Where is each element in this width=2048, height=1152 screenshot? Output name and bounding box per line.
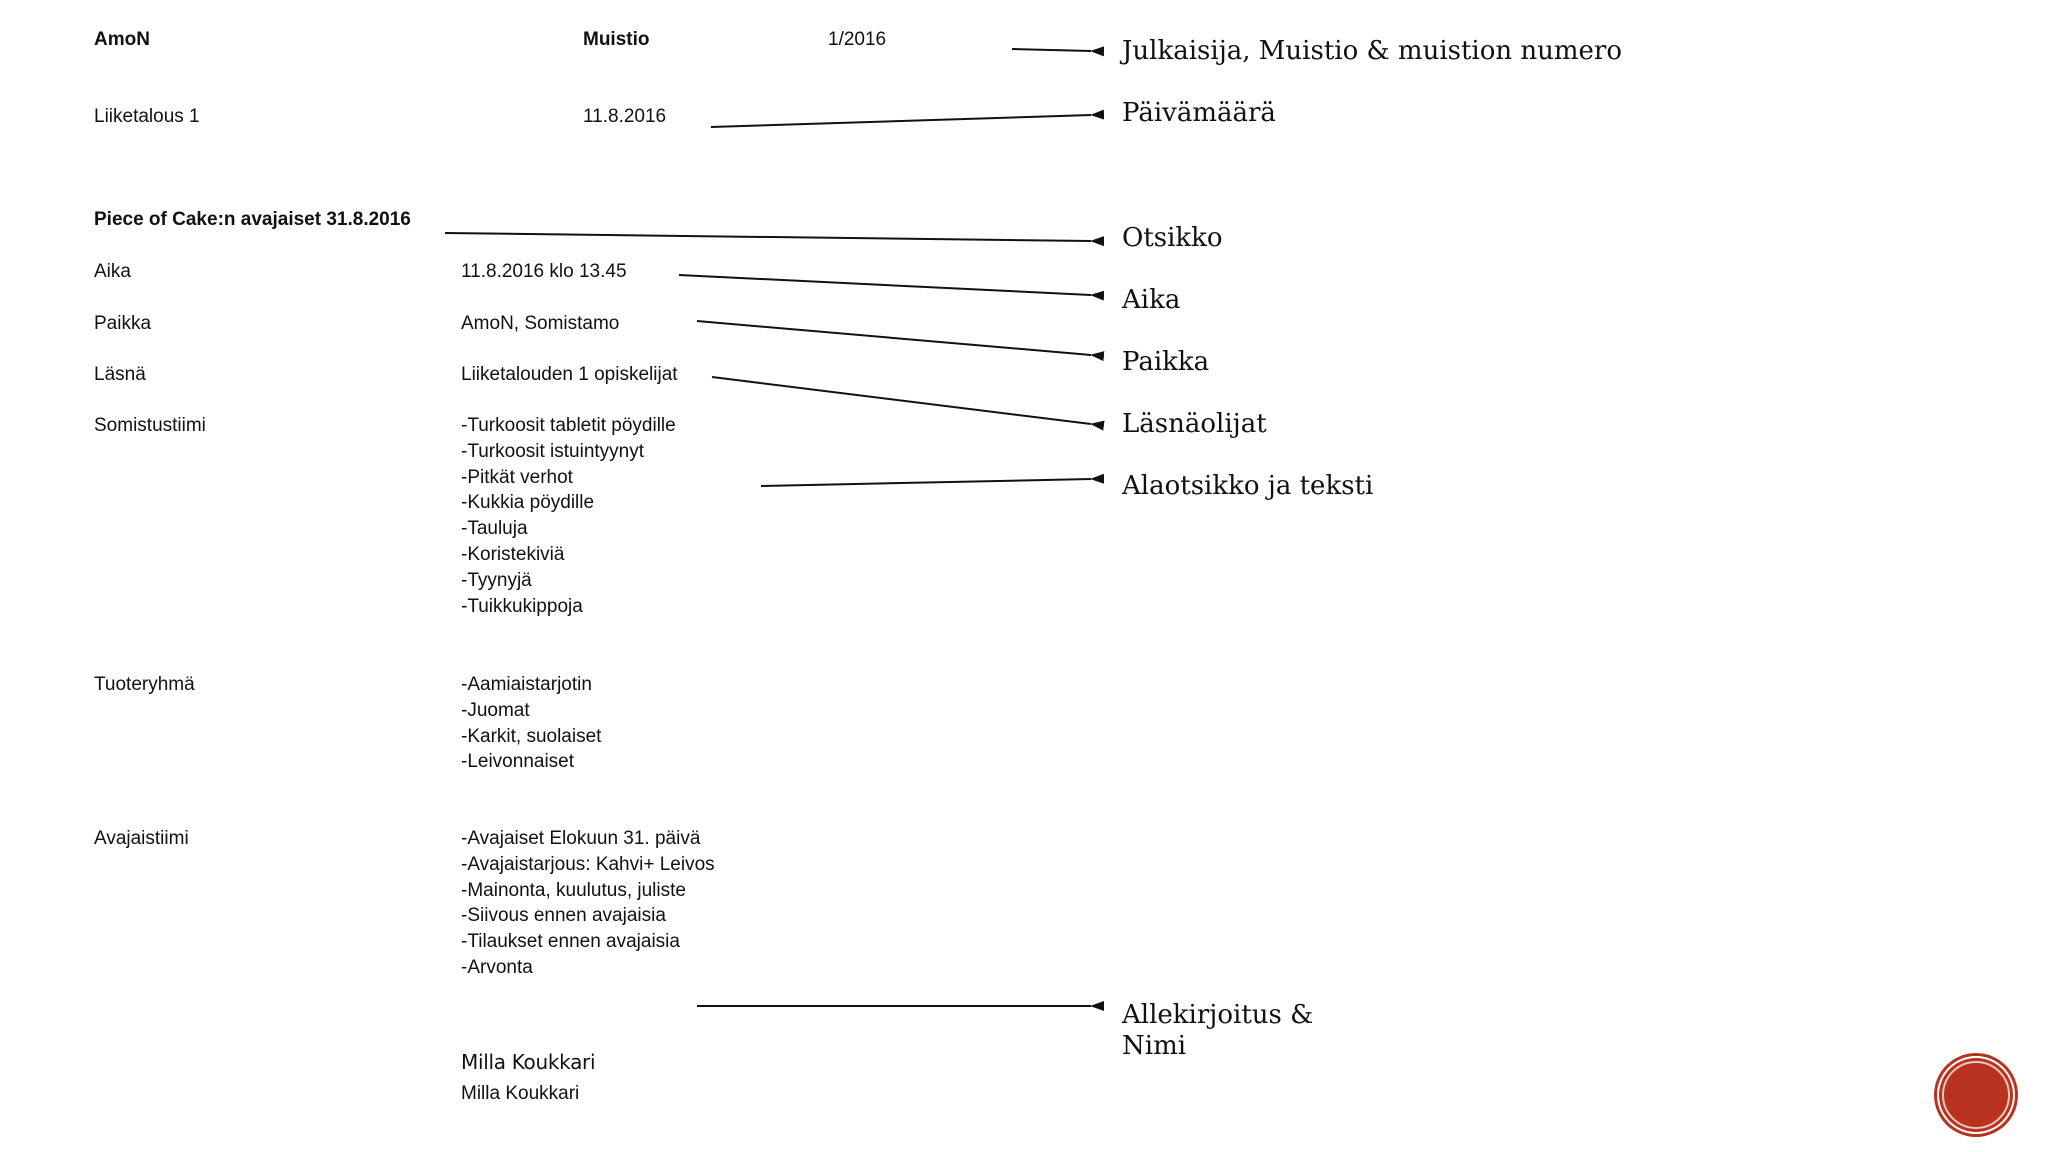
list-item: -Mainonta, kuulutus, juliste [461,879,686,901]
memo-date: 11.8.2016 [583,106,667,127]
list-item: -Karkit, suolaiset [461,725,602,747]
annotation-signature-line1: Allekirjoitus & [1122,1000,1314,1030]
printed-name: Milla Koukkari [461,1083,580,1104]
time-label: Aika [94,261,131,282]
list-item: -Juomat [461,699,530,721]
list-item: -Arvonta [461,956,533,978]
arrow-place [697,321,1091,355]
list-item: -Siivous ennen avajaisia [461,905,666,927]
annotation-title: Otsikko [1122,223,1223,253]
arrow-publisher [1012,49,1091,51]
publisher: AmoN [94,29,150,50]
annotation-attendees: Läsnäolijat [1122,409,1267,439]
document-number: 1/2016 [828,29,887,50]
list-item: -Tauluja [461,518,528,540]
annotation-publisher: Julkaisija, Muistio & muistion numero [1122,36,1623,66]
list-item: -Leivonnaiset [461,751,575,773]
time-value: 11.8.2016 klo 13.45 [461,261,627,282]
attendees-label: Läsnä [94,364,146,385]
arrow-title [445,233,1091,241]
list-item: -Turkoosit istuintyynyt [461,440,645,462]
list-item: -Aamiaistarjotin [461,674,592,695]
slide-badge-icon [1937,1056,2015,1134]
arrow-date [711,115,1091,127]
document-type: Muistio [583,29,650,50]
list-item: -Tyynyjä [461,569,532,591]
list-item: -Tilaukset ennen avajaisia [461,931,680,953]
annotation-subtitle: Alaotsikko ja teksti [1122,471,1374,501]
annotation-signature-line2: Nimi [1122,1031,1187,1061]
list-item: -Pitkät verhot [461,466,573,488]
annotation-date: Päivämäärä [1122,98,1276,128]
list-item: -Tuikkukippoja [461,595,583,617]
arrow-attendees [712,377,1091,424]
annotation-place: Paikka [1122,347,1210,377]
place-value: AmoN, Somistamo [461,313,620,334]
list-item: -Kukkia pöydille [461,492,595,514]
department: Liiketalous 1 [94,106,200,127]
list-item: -Turkoosit tabletit pöydille [461,415,676,436]
section-label: Tuoteryhmä [94,674,195,695]
arrow-subtitle [761,479,1091,486]
memo-title: Piece of Cake:n avajaiset 31.8.2016 [94,209,411,230]
annotation-time: Aika [1122,285,1181,315]
list-item: -Koristekiviä [461,543,565,565]
attendees-value: Liiketalouden 1 opiskelijat [461,364,678,385]
section-label: Somistustiimi [94,415,206,436]
list-item: -Avajaistarjous: Kahvi+ Leivos [461,853,715,875]
section-label: Avajaistiimi [94,828,189,849]
arrow-time [679,275,1091,295]
place-label: Paikka [94,313,152,334]
list-item: -Avajaiset Elokuun 31. päivä [461,828,701,849]
signature: Milla Koukkari [461,1050,596,1074]
